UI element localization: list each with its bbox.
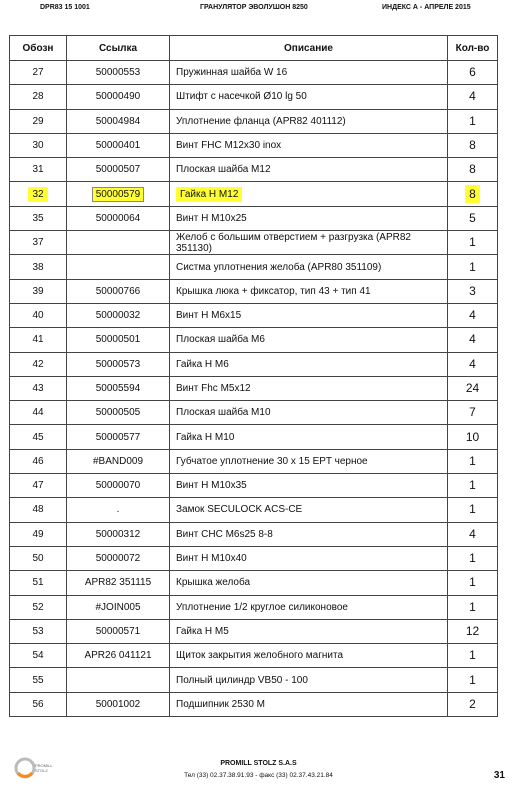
row-reference: 50000401: [67, 133, 170, 157]
row-description: Штифт с насечкой Ø10 lg 50: [170, 85, 448, 109]
table-row: [10, 376, 498, 400]
row-designation: 37: [10, 231, 67, 255]
row-reference: [67, 231, 170, 255]
row-quantity: 1: [448, 109, 498, 133]
row-quantity: 10: [448, 425, 498, 449]
row-reference: 50005594: [67, 376, 170, 400]
row-quantity: 5: [448, 206, 498, 230]
table-row: [10, 133, 498, 157]
row-reference: 50000312: [67, 522, 170, 546]
row-designation: 40: [10, 303, 67, 327]
row-reference: #BAND009: [67, 449, 170, 473]
row-designation: 47: [10, 474, 67, 498]
row-quantity: 24: [448, 376, 498, 400]
row-description: Плоская шайба M6: [170, 328, 448, 352]
row-designation: 31: [10, 158, 67, 182]
row-description: Желоб с большим отверстием + разгрузка (APR82 351130): [170, 231, 448, 255]
table-row: [10, 109, 498, 133]
row-designation: 51: [10, 571, 67, 595]
row-description: Полный цилиндр VB50 - 100: [170, 668, 448, 692]
doc-index: ИНДЕКС А - АПРЕЛЕ 2015: [382, 4, 471, 11]
table-row: [10, 571, 498, 595]
row-reference: 50000501: [67, 328, 170, 352]
row-description: Гайка H M10: [170, 425, 448, 449]
table-row: [10, 85, 498, 109]
row-reference: [67, 668, 170, 692]
row-quantity: 7: [448, 401, 498, 425]
table-row: [10, 425, 498, 449]
doc-code: DPR83 15 1001: [40, 4, 90, 11]
row-description: Губчатое уплотнение 30 x 15 EPT черное: [170, 449, 448, 473]
table-row: [10, 279, 498, 303]
row-designation: 48: [10, 498, 67, 522]
row-designation: 41: [10, 328, 67, 352]
parts-table: [9, 35, 498, 717]
col-header-description: Описание: [170, 36, 448, 61]
row-reference: 50000507: [67, 158, 170, 182]
table-row: [10, 595, 498, 619]
row-reference: [67, 255, 170, 279]
row-description: Подшипник 2530 M: [170, 692, 448, 716]
table-row: [10, 449, 498, 473]
row-reference: 50000490: [67, 85, 170, 109]
row-description: Гайка H M12: [170, 182, 448, 206]
row-designation: 27: [10, 61, 67, 85]
row-description: Винт H M10x40: [170, 546, 448, 570]
row-reference: 50000070: [67, 474, 170, 498]
row-description: Систма уплотнения желоба (APR80 351109): [170, 255, 448, 279]
row-quantity: 1: [448, 595, 498, 619]
page-number: 31: [493, 770, 505, 781]
table-row: [10, 303, 498, 327]
row-designation: 50: [10, 546, 67, 570]
row-designation: 28: [10, 85, 67, 109]
row-quantity: 4: [448, 352, 498, 376]
table-row: [10, 498, 498, 522]
row-quantity: 4: [448, 522, 498, 546]
row-description: Щиток закрытия желобного магнита: [170, 644, 448, 668]
row-quantity: 1: [448, 255, 498, 279]
row-description: Винт H M10x35: [170, 474, 448, 498]
svg-text:STOLZ: STOLZ: [35, 768, 48, 773]
row-quantity: 8: [448, 158, 498, 182]
company-contacts: Тел (33) 02.37.38.91.93 - факс (33) 02.37.43.21.84: [184, 772, 333, 779]
row-description: Винт FHC M12x30 inox: [170, 133, 448, 157]
table-row: [10, 328, 498, 352]
table-row: [10, 692, 498, 716]
table-row: [10, 158, 498, 182]
row-description: Крышка люка + фиксатор, тип 43 + тип 41: [170, 279, 448, 303]
table-row: [10, 546, 498, 570]
row-description: Винт Fhc M5x12: [170, 376, 448, 400]
row-quantity: 1: [448, 449, 498, 473]
row-description: Винт H M10x25: [170, 206, 448, 230]
row-designation: 39: [10, 279, 67, 303]
col-header-reference: Ссылка: [67, 36, 170, 61]
row-description: Винт CHC M6s25 8-8: [170, 522, 448, 546]
table-row: [10, 255, 498, 279]
row-designation: 56: [10, 692, 67, 716]
page-footer: [0, 750, 517, 790]
col-header-designation: Обозн: [10, 36, 67, 61]
row-designation: 35: [10, 206, 67, 230]
row-reference: 50000579: [67, 182, 170, 206]
row-reference: 50001002: [67, 692, 170, 716]
row-quantity: 1: [448, 498, 498, 522]
row-designation: 52: [10, 595, 67, 619]
row-quantity: 1: [448, 644, 498, 668]
row-quantity: 12: [448, 619, 498, 643]
row-designation: 38: [10, 255, 67, 279]
row-quantity: 1: [448, 668, 498, 692]
row-reference: .: [67, 498, 170, 522]
table-row: [10, 668, 498, 692]
row-designation: 54: [10, 644, 67, 668]
row-designation: 55: [10, 668, 67, 692]
table-row: [10, 522, 498, 546]
row-designation: 42: [10, 352, 67, 376]
row-quantity: 1: [448, 571, 498, 595]
row-reference: #JOIN005: [67, 595, 170, 619]
row-quantity: 3: [448, 279, 498, 303]
row-reference: 50000571: [67, 619, 170, 643]
row-designation: 46: [10, 449, 67, 473]
row-quantity: 1: [448, 474, 498, 498]
table-row: [10, 352, 498, 376]
row-quantity: 2: [448, 692, 498, 716]
table-row: [10, 401, 498, 425]
row-description: Гайка H M5: [170, 619, 448, 643]
row-quantity: 1: [448, 546, 498, 570]
row-description: Плоская шайба M10: [170, 401, 448, 425]
table-row: [10, 619, 498, 643]
row-reference: 50000032: [67, 303, 170, 327]
row-description: Уплотнение 1/2 круглое силиконовое: [170, 595, 448, 619]
svg-text:PROMILL: PROMILL: [35, 763, 53, 768]
row-designation: 32: [10, 182, 67, 206]
row-description: Уплотнение фланца (APR82 401112): [170, 109, 448, 133]
page-header: [0, 4, 517, 18]
row-designation: 43: [10, 376, 67, 400]
row-description: Крышка желоба: [170, 571, 448, 595]
col-header-quantity: Кол-во: [448, 36, 498, 61]
row-designation: 53: [10, 619, 67, 643]
row-description: Гайка H M6: [170, 352, 448, 376]
row-quantity: 8: [448, 133, 498, 157]
table-row: [10, 61, 498, 85]
table-row: [10, 231, 498, 255]
row-description: Замок SECULOCK ACS-CE: [170, 498, 448, 522]
company-name: PROMILL STOLZ S.A.S: [220, 760, 297, 767]
row-reference: 50000573: [67, 352, 170, 376]
row-description: Винт H M6x15: [170, 303, 448, 327]
row-reference: 50004984: [67, 109, 170, 133]
row-quantity: 4: [448, 85, 498, 109]
row-designation: 45: [10, 425, 67, 449]
row-designation: 30: [10, 133, 67, 157]
row-reference: 50000766: [67, 279, 170, 303]
row-designation: 29: [10, 109, 67, 133]
row-reference: 50000505: [67, 401, 170, 425]
row-quantity: 6: [448, 61, 498, 85]
table-row: [10, 182, 498, 206]
row-reference: 50000553: [67, 61, 170, 85]
row-designation: 44: [10, 401, 67, 425]
row-designation: 49: [10, 522, 67, 546]
row-quantity: 8: [448, 182, 498, 206]
row-description: Плоская шайба M12: [170, 158, 448, 182]
row-reference: 50000064: [67, 206, 170, 230]
row-reference: APR82 351115: [67, 571, 170, 595]
table-header-row: [10, 36, 498, 61]
row-reference: APR26 041121: [67, 644, 170, 668]
row-quantity: 1: [448, 231, 498, 255]
table-row: [10, 474, 498, 498]
table-row: [10, 644, 498, 668]
row-quantity: 4: [448, 328, 498, 352]
doc-title: ГРАНУЛЯТОР ЭВОЛУШОН 8250: [200, 4, 308, 11]
row-quantity: 4: [448, 303, 498, 327]
table-row: [10, 206, 498, 230]
row-reference: 50000072: [67, 546, 170, 570]
row-reference: 50000577: [67, 425, 170, 449]
row-description: Пружинная шайба W 16: [170, 61, 448, 85]
